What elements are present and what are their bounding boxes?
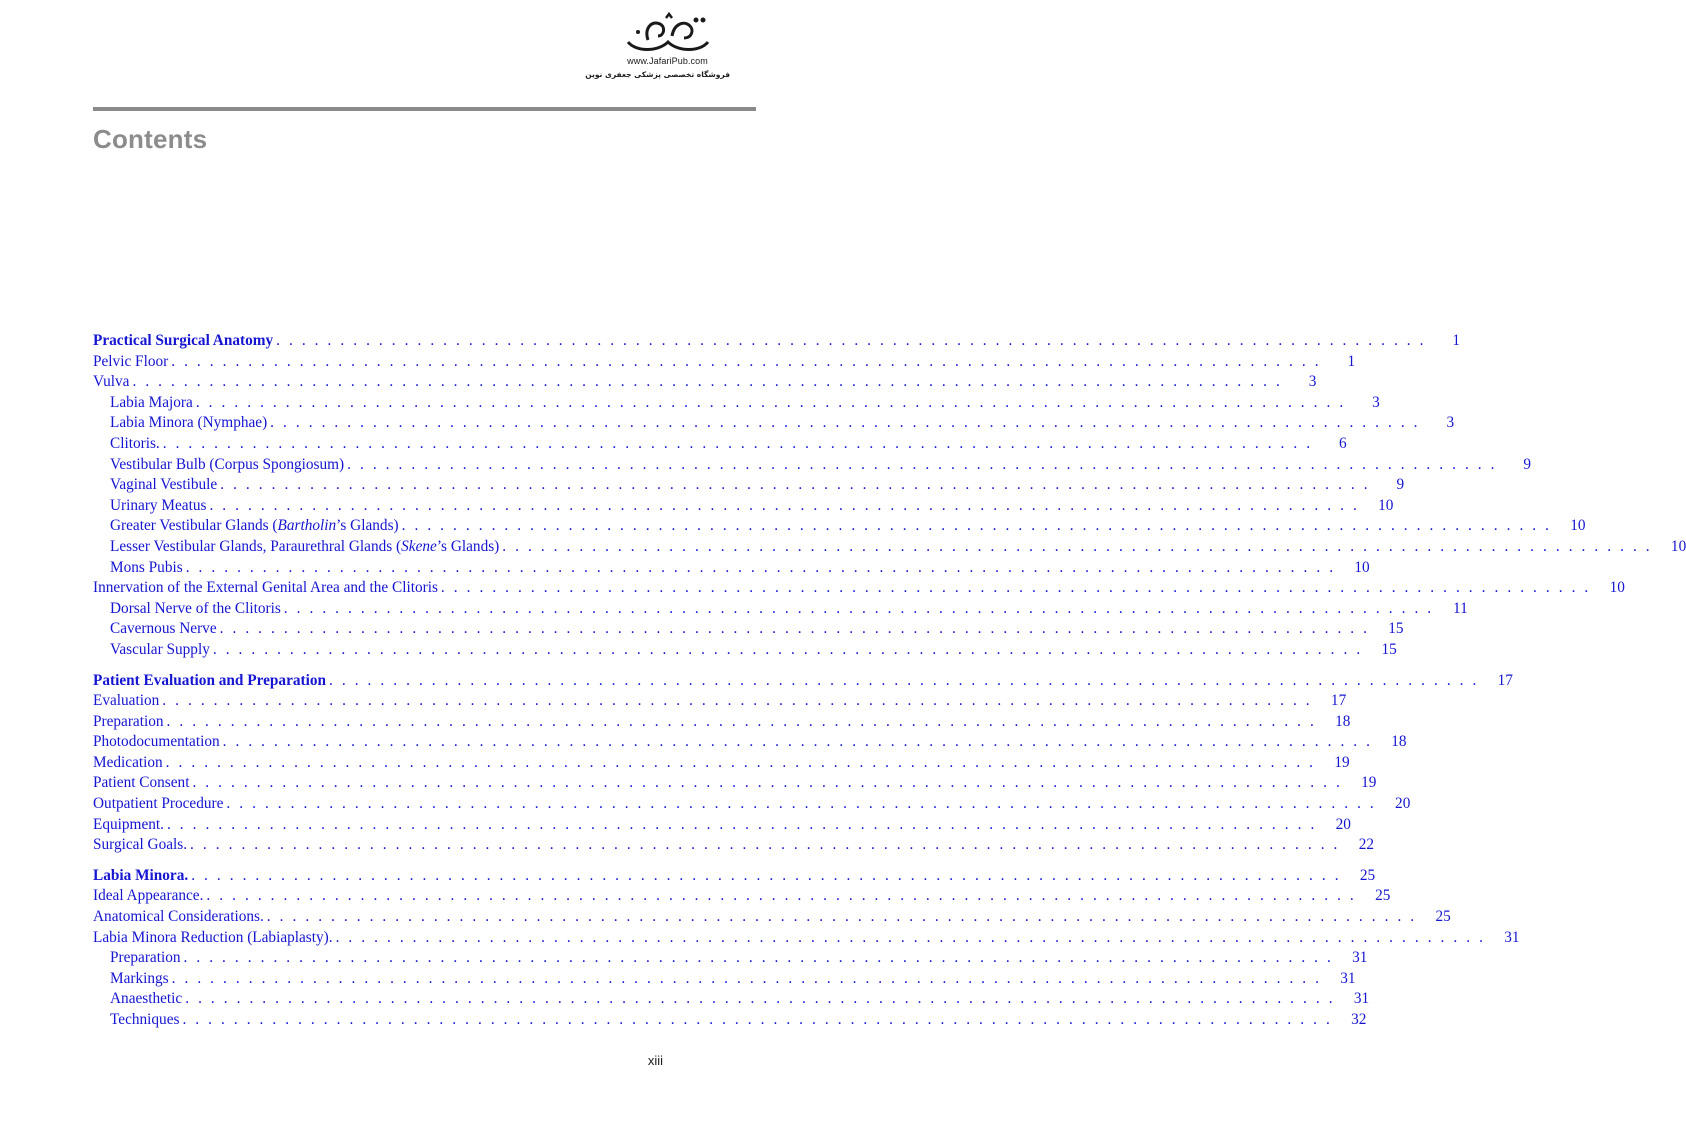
toc-entry[interactable]	[93, 434, 1347, 455]
toc-dot-leader: . . . . . . . . . . . . . . . . . . . . . . . . . . . . . . . . . . . . . . . . . . . . . . . . . . . . . . . . . . . . . . . . . . . . . . . . . . . . . . . . . . . . . . . . . .	[212, 640, 1363, 658]
toc-dot-leader: . . . . . . . . . . . . . . . . . . . . . . . . . . . . . . . . . . . . . . . . . . . . . . . . . . . . . . . . . . . . . . . . . . . . . . . . . . . . . . . . . . . . . . . . . .	[222, 733, 1373, 751]
toc-entry-title: Labia Minora Reduction (Labiaplasty).	[93, 928, 333, 946]
toc-entry-title: Patient Consent	[93, 774, 190, 792]
table-of-contents	[93, 331, 1686, 1041]
toc-dot-leader: . . . . . . . . . . . . . . . . . . . . . . . . . . . . . . . . . . . . . . . . . . . . . . . . . . . . . . . . . . . . . . . . . . . . . . . . . . . . . . . . . . . . . . . . . .	[183, 949, 1334, 967]
toc-dot-leader: . . . . . . . . . . . . . . . . . . . . . . . . . . . . . . . . . . . . . . . . . . . . . . . . . . . . . . . . . . . . . . . . . . . . . . . . . . . . . . . . . . . . . . . . . .	[191, 866, 1342, 884]
toc-entry-page: 31	[1352, 949, 1368, 967]
toc-entry[interactable]	[93, 989, 1370, 1010]
toc-entry-title: Preparation	[110, 949, 181, 967]
page-title: Contents	[93, 124, 208, 154]
toc-entry-page: 10	[1378, 496, 1394, 514]
toc-entry-title: Pelvic Floor	[93, 352, 169, 370]
toc-entry-page: 20	[1335, 815, 1351, 833]
toc-entry-title: Labia Minora (Nymphae)	[110, 414, 268, 432]
toc-entry[interactable]	[93, 1010, 1367, 1031]
toc-chapter-entry[interactable]	[93, 331, 1461, 352]
toc-entry-page: 31	[1353, 990, 1370, 1008]
toc-entry-title: Greater Vestibular Glands (Bartholin’s Glands)	[110, 517, 399, 535]
publisher-logo-mark-icon	[622, 12, 714, 56]
toc-entry-title: Medication	[93, 753, 163, 771]
toc-dot-leader: . . . . . . . . . . . . . . . . . . . . . . . . . . . . . . . . . . . . . . . . . . . . . . . . . . . . . . . . . . . . . . . . . . . . . . . . . . . . . . . . . . . . . . . . . .	[166, 815, 1317, 833]
toc-entry-title: Lesser Vestibular Glands, Paraurethral Glands (Skene’s Glands)	[110, 537, 500, 555]
toc-dot-leader: . . . . . . . . . . . . . . . . . . . . . . . . . . . . . . . . . . . . . . . . . . . . . . . . . . . . . . . . . . . . . . . . . . . . . . . . . . . . . . . . . . . . . . . . . .	[266, 908, 1417, 926]
publisher-tagline: فروشگاه تخصصی پزشکی جعفری نوین	[585, 70, 730, 79]
page-number: xiii	[647, 1053, 663, 1068]
toc-dot-leader: . . . . . . . . . . . . . . . . . . . . . . . . . . . . . . . . . . . . . . . . . . . . . . . . . . . . . . . . . . . . . . . . . . . . . . . . . . . . . . . . . . . . . . . . . .	[283, 599, 1434, 617]
toc-entry-title: Cavernous Nerve	[110, 620, 217, 638]
toc-entry-page: 15	[1388, 620, 1404, 638]
toc-entry[interactable]	[93, 516, 1586, 537]
toc-entry-page: 3	[1308, 373, 1317, 391]
toc-entry-page: 9	[1523, 455, 1532, 473]
toc-entry-title: Labia Minora.	[93, 866, 189, 884]
toc-entry[interactable]	[93, 712, 1351, 733]
toc-entry[interactable]	[93, 558, 1370, 579]
toc-entry[interactable]	[93, 773, 1377, 794]
toc-entry-page: 15	[1381, 640, 1397, 658]
toc-entry-page: 19	[1361, 774, 1377, 792]
toc-entry[interactable]	[93, 413, 1455, 434]
toc-entry[interactable]	[93, 969, 1356, 990]
toc-entry-title: Preparation	[93, 712, 164, 730]
toc-entry-title: Innervation of the External Genital Area and the Clitoris	[93, 579, 438, 597]
toc-dot-leader: . . . . . . . . . . . . . . . . . . . . . . . . . . . . . . . . . . . . . . . . . . . . . . . . . . . . . . . . . . . . . . . . . . . . . . . . . . . . . . . . . . . . . . . . . .	[329, 671, 1479, 689]
toc-entry[interactable]	[93, 732, 1407, 753]
toc-dot-leader: . . . . . . . . . . . . . . . . . . . . . . . . . . . . . . . . . . . . . . . . . . . . . . . . . . . . . . . . . . . . . . . . . . . . . . . . . . . . . . . . . . . . . . . . . .	[226, 795, 1377, 813]
toc-entry-page: 11	[1452, 599, 1468, 617]
toc-entry[interactable]	[93, 475, 1405, 496]
toc-entry[interactable]	[93, 815, 1351, 836]
toc-entry[interactable]	[93, 619, 1404, 640]
toc-entry-title: Practical Surgical Anatomy	[93, 332, 274, 349]
toc-entry-title: Dorsal Nerve of the Clitoris	[110, 599, 281, 617]
header-rule	[93, 107, 756, 111]
toc-section	[93, 866, 1520, 1031]
toc-entry-title: Surgical Goals.	[93, 836, 188, 854]
toc-entry-page: 3	[1446, 414, 1455, 432]
toc-entry-title: Outpatient Procedure	[93, 795, 224, 813]
toc-chapter-entry[interactable]	[93, 671, 1513, 692]
toc-entry-page: 31	[1504, 928, 1520, 946]
toc-entry-title: Vascular Supply	[110, 640, 210, 658]
toc-entry-page: 18	[1391, 733, 1407, 751]
toc-dot-leader: . . . . . . . . . . . . . . . . . . . . . . . . . . . . . . . . . . . . . . . . . . . . . . . . . . . . . . . . . . . . . . . . . . . . . . . . . . . . . . . . . . . . . . . . . .	[270, 414, 1421, 432]
toc-entry-title: Equipment.	[93, 815, 164, 833]
toc-entry-page: 10	[1609, 579, 1625, 597]
toc-dot-leader: . . . . . . . . . . . . . . . . . . . . . . . . . . . . . . . . . . . . . . . . . . . . . . . . . . . . . . . . . . . . . . . . . . . . . . . . . . . . . . . . . . . . . . . . . .	[220, 476, 1371, 494]
toc-section	[93, 671, 1513, 856]
toc-entry-title: Clitoris.	[110, 434, 160, 452]
toc-entry-page: 1	[1452, 332, 1461, 349]
toc-dot-leader: . . . . . . . . . . . . . . . . . . . . . . . . . . . . . . . . . . . . . . . . . . . . . . . . . . . . . . . . . . . . . . . . . . . . . . . . . . . . . . . . . . . . . . . . . .	[206, 887, 1357, 905]
toc-entry[interactable]	[93, 753, 1350, 774]
toc-dot-leader: . . . . . . . . . . . . . . . . . . . . . . . . . . . . . . . . . . . . . . . . . . . . . . . . . . . . . . . . . . . . . . . . . . . . . . . . . . . . . . . . . . . . . . . . . .	[276, 332, 1427, 349]
toc-dot-leader: . . . . . . . . . . . . . . . . . . . . . . . . . . . . . . . . . . . . . . . . . . . . . . . . . . . . . . . . . . . . . . . . . . . . . . . . . . . . . . . . . . . . . . . . . .	[162, 434, 1313, 452]
toc-entry-title: Vestibular Bulb (Corpus Spongiosum)	[110, 455, 345, 473]
toc-entry-title: Vulva	[93, 373, 130, 391]
toc-dot-leader: . . . . . . . . . . . . . . . . . . . . . . . . . . . . . . . . . . . . . . . . . . . . . . . . . . . . . . . . . . . . . . . . . . . . . . . . . . . . . . . . . . . . . . . . . .	[347, 455, 1498, 473]
toc-dot-leader: . . . . . . . . . . . . . . . . . . . . . . . . . . . . . . . . . . . . . . . . . . . . . . . . . . . . . . . . . . . . . . . . . . . . . . . . . . . . . . . . . . . . . . . . . .	[195, 393, 1346, 411]
toc-entry-title: Anatomical Considerations.	[93, 908, 264, 926]
toc-entry-page: 22	[1358, 836, 1374, 854]
toc-dot-leader: . . . . . . . . . . . . . . . . . . . . . . . . . . . . . . . . . . . . . . . . . . . . . . . . . . . . . . . . . . . . . . . . . . . . . . . . . . . . . . . . . . . . . . . . . .	[440, 579, 1591, 597]
toc-dot-leader: . . . . . . . . . . . . . . . . . . . . . . . . . . . . . . . . . . . . . . . . . . . . . . . . . . . . . . . . . . . . . . . . . . . . . . . . . . . . . . . . . . . . . . . . . .	[185, 990, 1336, 1008]
toc-dot-leader: . . . . . . . . . . . . . . . . . . . . . . . . . . . . . . . . . . . . . . . . . . . . . . . . . . . . . . . . . . . . . . . . . . . . . . . . . . . . . . . . . . . . . . . . . .	[190, 836, 1340, 854]
toc-entry[interactable]	[93, 599, 1468, 620]
toc-entry[interactable]	[93, 691, 1347, 712]
toc-dot-leader: . . . . . . . . . . . . . . . . . . . . . . . . . . . . . . . . . . . . . . . . . . . . . . . . . . . . . . . . . . . . . . . . . . . . . . . . . . . . . . . . . . . . . . . . . .	[185, 558, 1336, 576]
toc-entry-page: 9	[1396, 476, 1405, 494]
toc-entry[interactable]	[93, 794, 1411, 815]
toc-entry-page: 10	[1354, 558, 1370, 576]
toc-entry-page: 32	[1351, 1011, 1367, 1028]
toc-entry-title: Evaluation	[93, 692, 160, 710]
toc-entry-title: Urinary Meatus	[110, 496, 207, 514]
toc-entry-page: 1	[1347, 352, 1356, 370]
toc-entry[interactable]	[93, 393, 1380, 414]
toc-entry-title: Mons Pubis	[110, 558, 183, 576]
toc-entry-page: 18	[1335, 712, 1351, 730]
toc-entry[interactable]	[93, 578, 1625, 599]
toc-dot-leader: . . . . . . . . . . . . . . . . . . . . . . . . . . . . . . . . . . . . . . . . . . . . . . . . . . . . . . . . . . . . . . . . . . . . . . . . . . . . . . . . . . . . . . . . . .	[132, 373, 1283, 391]
toc-entry[interactable]	[93, 640, 1397, 661]
toc-entry-title: Patient Evaluation and Preparation	[93, 671, 327, 689]
toc-entry-title: Photodocumentation	[93, 733, 220, 751]
toc-entry-page: 10	[1570, 517, 1586, 535]
toc-entry-page: 17	[1497, 671, 1513, 689]
toc-entry-title: Vaginal Vestibule	[110, 476, 218, 494]
toc-entry-page: 6	[1339, 434, 1347, 452]
toc-entry-page: 3	[1372, 393, 1380, 411]
toc-dot-leader: . . . . . . . . . . . . . . . . . . . . . . . . . . . . . . . . . . . . . . . . . . . . . . . . . . . . . . . . . . . . . . . . . . . . . . . . . . . . . . . . . . . . . . . . . .	[502, 537, 1653, 555]
toc-entry-title: Markings	[110, 969, 169, 987]
publisher-url: www.JafariPub.com	[627, 56, 708, 66]
toc-entry-title: Ideal Appearance.	[93, 887, 204, 905]
toc-entry[interactable]	[93, 948, 1368, 969]
toc-dot-leader: . . . . . . . . . . . . . . . . . . . . . . . . . . . . . . . . . . . . . . . . . . . . . . . . . . . . . . . . . . . . . . . . . . . . . . . . . . . . . . . . . . . . . . . . . .	[171, 352, 1322, 370]
toc-dot-leader: . . . . . . . . . . . . . . . . . . . . . . . . . . . . . . . . . . . . . . . . . . . . . . . . . . . . . . . . . . . . . . . . . . . . . . . . . . . . . . . . . . . . . . . . . .	[219, 620, 1370, 638]
toc-entry[interactable]	[93, 886, 1391, 907]
toc-dot-leader: . . . . . . . . . . . . . . . . . . . . . . . . . . . . . . . . . . . . . . . . . . . . . . . . . . . . . . . . . . . . . . . . . . . . . . . . . . . . . . . . . . . . . . . . . .	[182, 1011, 1333, 1028]
toc-entry-page: 17	[1330, 692, 1347, 710]
toc-entry-page: 25	[1375, 887, 1391, 905]
toc-entry[interactable]	[93, 372, 1317, 393]
toc-entry[interactable]	[93, 928, 1520, 949]
toc-entry-title: Techniques	[110, 1011, 180, 1028]
toc-entry[interactable]	[93, 496, 1394, 517]
toc-dot-leader: . . . . . . . . . . . . . . . . . . . . . . . . . . . . . . . . . . . . . . . . . . . . . . . . . . . . . . . . . . . . . . . . . . . . . . . . . . . . . . . . . . . . . . . . . .	[401, 517, 1552, 535]
toc-entry[interactable]	[93, 835, 1374, 856]
toc-entry-page: 19	[1334, 753, 1350, 771]
toc-entry-page: 31	[1340, 969, 1356, 987]
toc-entry-title: Anaesthetic	[110, 990, 183, 1008]
toc-chapter-entry[interactable]	[93, 866, 1376, 887]
toc-entry-page: 20	[1395, 795, 1411, 813]
toc-entry[interactable]	[93, 907, 1451, 928]
toc-dot-leader: . . . . . . . . . . . . . . . . . . . . . . . . . . . . . . . . . . . . . . . . . . . . . . . . . . . . . . . . . . . . . . . . . . . . . . . . . . . . . . . . . . . . . . . . . .	[166, 712, 1317, 730]
toc-section	[93, 331, 1686, 661]
toc-entry-page: 25	[1435, 908, 1451, 926]
toc-dot-leader: . . . . . . . . . . . . . . . . . . . . . . . . . . . . . . . . . . . . . . . . . . . . . . . . . . . . . . . . . . . . . . . . . . . . . . . . . . . . . . . . . . . . . . . . . .	[165, 753, 1316, 771]
toc-entry-page: 10	[1670, 537, 1686, 555]
publisher-logo	[585, 12, 730, 92]
toc-dot-leader: . . . . . . . . . . . . . . . . . . . . . . . . . . . . . . . . . . . . . . . . . . . . . . . . . . . . . . . . . . . . . . . . . . . . . . . . . . . . . . . . . . . . . . . . . .	[209, 496, 1360, 514]
toc-entry[interactable]	[93, 537, 1686, 558]
toc-entry-title: Labia Majora	[110, 393, 193, 411]
toc-entry[interactable]	[93, 352, 1356, 373]
toc-dot-leader: . . . . . . . . . . . . . . . . . . . . . . . . . . . . . . . . . . . . . . . . . . . . . . . . . . . . . . . . . . . . . . . . . . . . . . . . . . . . . . . . . . . . . . . . . .	[192, 774, 1343, 792]
toc-dot-leader: . . . . . . . . . . . . . . . . . . . . . . . . . . . . . . . . . . . . . . . . . . . . . . . . . . . . . . . . . . . . . . . . . . . . . . . . . . . . . . . . . . . . . . . . . .	[335, 928, 1486, 946]
toc-dot-leader: . . . . . . . . . . . . . . . . . . . . . . . . . . . . . . . . . . . . . . . . . . . . . . . . . . . . . . . . . . . . . . . . . . . . . . . . . . . . . . . . . . . . . . . . . .	[162, 692, 1313, 710]
toc-dot-leader: . . . . . . . . . . . . . . . . . . . . . . . . . . . . . . . . . . . . . . . . . . . . . . . . . . . . . . . . . . . . . . . . . . . . . . . . . . . . . . . . . . . . . . . . . .	[171, 969, 1322, 987]
toc-entry-page: 25	[1359, 866, 1376, 884]
toc-entry[interactable]	[93, 455, 1532, 476]
